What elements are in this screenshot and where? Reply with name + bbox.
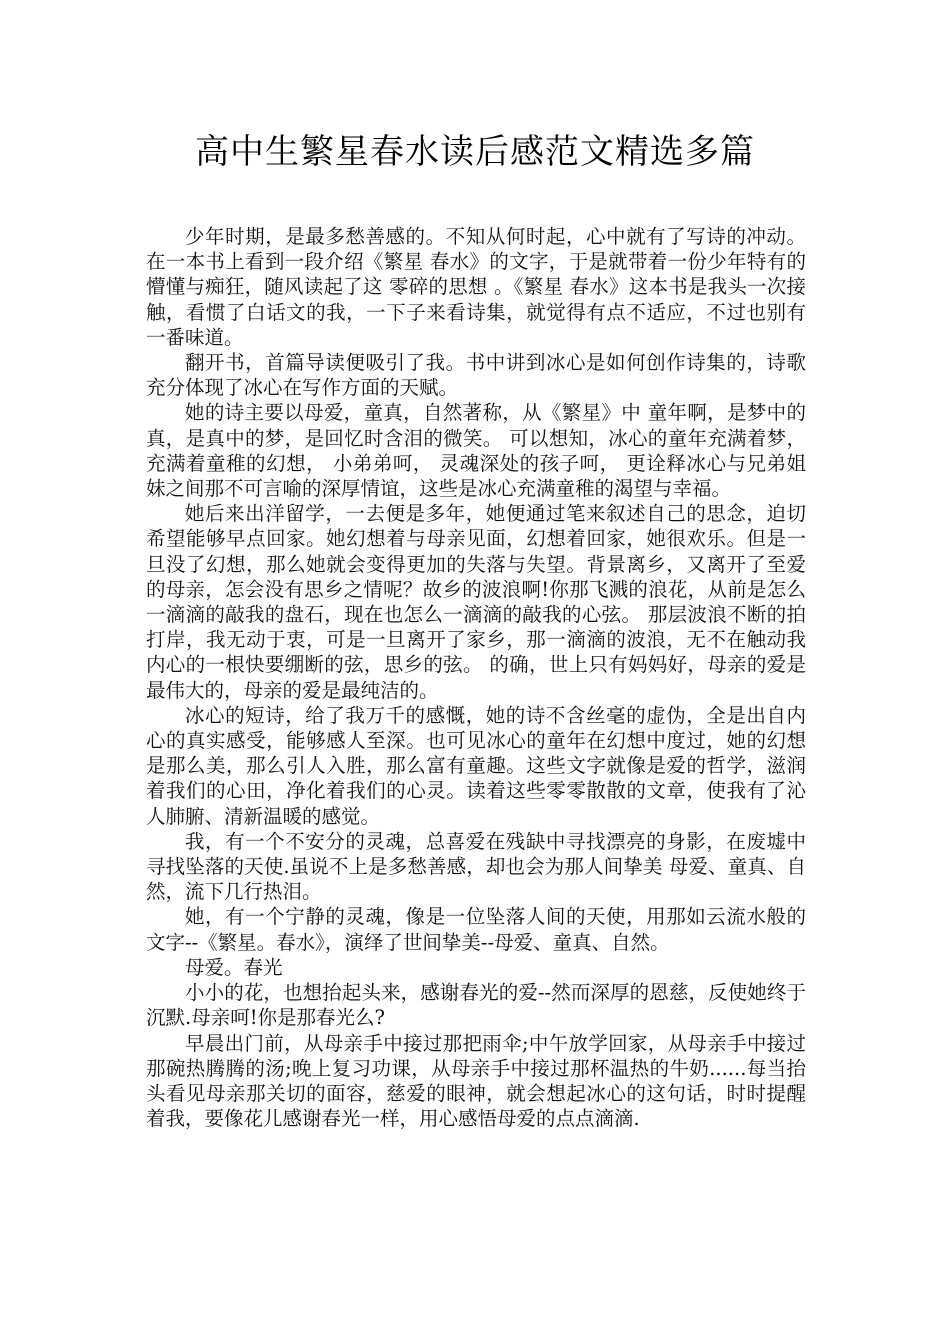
document-title: 高中生繁星春水读后感范文精选多篇	[195, 132, 755, 172]
paragraph: 我，有一个不安分的灵魂，总喜爱在残缺中寻找漂亮的身影，在废墟中寻找坠落的天使.虽说不上是多愁善感，却也会为那人间挚美 母爱、童真、自然，流下几行热泪。	[146, 829, 806, 904]
paragraph: 翻开书，首篇导读便吸引了我。书中讲到冰心是如何创作诗集的，诗歌充分体现了冰心在写作方面的天赋。	[146, 351, 806, 400]
document-body	[146, 224, 806, 1131]
paragraph: 她的诗主要以母爱，童真，自然著称，从《繁星》中 童年啊，是梦中的真，是真中的梦，是回忆时含泪的微笑。 可以想知，冰心的童年充满着梦，充满着童稚的幻想， 小弟弟呵， 灵魂深处的孩子呵， 更诠释冰心与兄弟姐妹之间那不可言喻的深厚情谊，这些是冰心充满童稚的渴望与幸福。	[146, 401, 806, 501]
section-heading: 母爱。春光	[185, 955, 283, 979]
paragraph: 冰心的短诗，给了我万千的感慨，她的诗不含丝毫的虚伪，全是出自内心的真实感受，能够感人至深。也可见冰心的童年在幻想中度过，她的幻想是那么美，那么引人入胜，那么富有童趣。这些文字就像是爱的哲学，滋润着我们的心田，净化着我们的心灵。读着这些零零散散的文章，使我有了沁人肺腑、清新温暖的感觉。	[146, 703, 806, 828]
paragraph: 早晨出门前，从母亲手中接过那把雨伞;中午放学回家，从母亲手中接过那碗热腾腾的汤;晚上复习功课，从母亲手中接过那杯温热的牛奶......每当抬头看见母亲那关切的面容，慈爱的眼神，就会想起冰心的这句话，时时提醒着我，要像花儿感谢春光一样，用心感悟母爱的点点滴滴.	[146, 1031, 806, 1131]
paragraph: 她后来出洋留学，一去便是多年，她便通过笔来叙述自己的思念，迫切希望能够早点回家。她幻想着与母亲见面，幻想着回家，她很欢乐。但是一旦没了幻想，那么她就会变得更加的失落与失望。背景离乡，又离开了至爱的母亲，怎会没有思乡之情呢？故乡的波浪啊!你那飞溅的浪花，从前是怎么一滴滴的敲我的盘石，现在也怎么一滴滴的敲我的心弦。 那层波浪不断的拍打岸，我无动于衷，可是一旦离开了家乡，那一滴滴的波浪，无不在触动我内心的一根快要绷断的弦，思乡的弦。 的确，世上只有妈妈好，母亲的爱是最伟大的，母亲的爱是最纯洁的。	[146, 502, 806, 702]
paragraph: 少年时期，是最多愁善感的。不知从何时起，心中就有了写诗的冲动。在一本书上看到一段介绍《繁星 春水》的文字，于是就带着一份少年特有的懵懂与痴狂，随风读起了这 零碎的思想 。《繁星 春水》这本书是我头一次接触，看惯了白话文的我，一下子来看诗集，就觉得有点不适应，不过也别有一番味道。	[146, 225, 806, 349]
paragraph: 她，有一个宁静的灵魂，像是一位坠落人间的天使，用那如云流水般的文字--《繁星。春水》，演绎了世间挚美--母爱、童真、自然。	[146, 905, 806, 954]
paragraph: 小小的花，也想抬起头来，感谢春光的爱--然而深厚的恩慈，反使她终于沉默.母亲呵!你是那春光么?	[146, 981, 806, 1030]
